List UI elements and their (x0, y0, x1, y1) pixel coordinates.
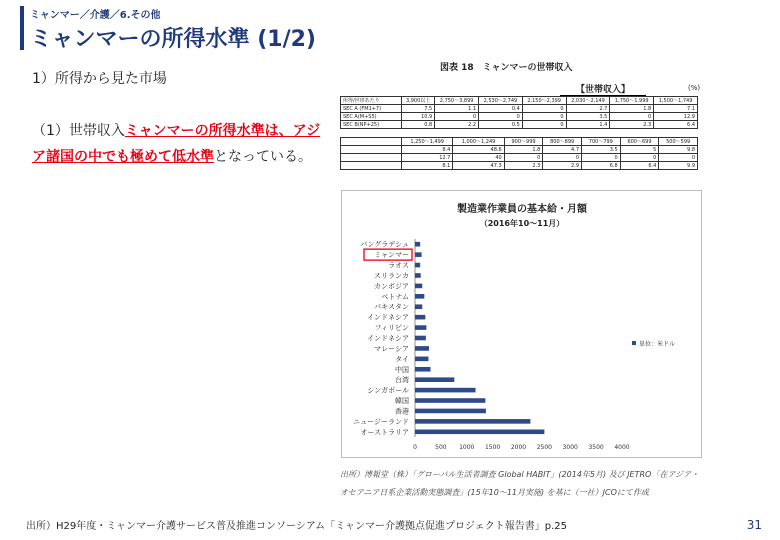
income-cell: 9.8 (659, 146, 698, 154)
bar (415, 315, 425, 320)
bar (415, 377, 454, 382)
category-label: シンガポール (367, 386, 409, 395)
income-cell: 8.4 (402, 146, 453, 154)
income-cell: 0 (522, 121, 566, 129)
figure-caption: 図表 18 ミャンマーの世帯収入 (440, 63, 573, 73)
income-header-cell: 800～899 (543, 138, 582, 146)
income-cell: 2.3 (504, 162, 543, 170)
income-header-cell: 3,900以上 (402, 97, 435, 105)
income-cell: 0 (522, 113, 566, 121)
income-header-cell: 1,000～1,249 (453, 138, 504, 146)
category-label: スリランカ (374, 271, 409, 280)
income-cell: 4.7 (543, 146, 582, 154)
figure-source-note: 出所）博報堂（株）「グローバル生活者調査 Global HABIT」(2014年5月) 及び JETRO「在アジア・オセアニア日系企業活動実態調査」(15年10～11月実施) を基に（一社）JCOにて作成 (340, 470, 700, 497)
income-row (341, 113, 698, 121)
page-title: ミャンマーの所得水準 (1/2) (30, 27, 316, 52)
income-cell: 10.9 (402, 113, 435, 121)
x-tick-label: 1500 (484, 444, 501, 451)
income-cell: 3.5 (582, 146, 621, 154)
income-cell: 0 (582, 154, 621, 162)
income-header-cell: 600～699 (620, 138, 659, 146)
category-label: マレーシア (374, 344, 409, 353)
income-cell: 0 (610, 113, 654, 121)
income-cell: 8.1 (402, 162, 453, 170)
income-row (341, 162, 698, 170)
income-header-cell: 700～799 (582, 138, 621, 146)
category-label: オーストラリア (360, 428, 409, 437)
income-row (341, 105, 698, 113)
income-cell: 0 (435, 113, 479, 121)
income-header-cell: 500～599 (659, 138, 698, 146)
x-tick-label: 4000 (614, 444, 630, 451)
category-label: ミャンマー (374, 251, 409, 260)
bar (415, 336, 426, 341)
x-tick-label: 2000 (510, 444, 527, 451)
x-tick-label: 3500 (588, 444, 604, 451)
income-cell: 0 (543, 154, 582, 162)
income-cell: SEC A(M+S5) (341, 113, 402, 121)
bar (415, 294, 424, 299)
income-header-cell: 2,150～2,399 (522, 97, 566, 105)
category-label: ラオス (388, 261, 409, 270)
income-header-cell: 所得/世帯あたり (341, 97, 402, 105)
bar (415, 409, 486, 414)
category-label: カンボジア (374, 282, 409, 291)
bar (415, 419, 530, 424)
income-table-unit: (%) (688, 84, 701, 92)
x-tick-label: 1000 (459, 444, 475, 451)
x-tick-label: 0 (413, 444, 417, 451)
bar (415, 357, 428, 362)
legend-swatch (632, 341, 636, 345)
income-cell: 9.9 (659, 162, 698, 170)
bar (415, 398, 485, 403)
bar (415, 367, 431, 372)
category-label: 韓国 (395, 397, 409, 406)
income-cell: 7.5 (402, 105, 435, 113)
para-prefix: （1）世帯収入 (32, 123, 125, 139)
income-header-cell: 900～999 (504, 138, 543, 146)
income-cell: 1.1 (435, 105, 479, 113)
income-row (341, 121, 698, 129)
income-cell: 0.5 (479, 121, 523, 129)
income-cell: 12.9 (654, 113, 698, 121)
income-cell: 0 (504, 154, 543, 162)
income-header-cell: 2,750～3,899 (435, 97, 479, 105)
bar (415, 284, 422, 289)
income-header-cell (341, 138, 402, 146)
income-table-title: 【世帯収入】 (560, 82, 646, 96)
category-label: ベトナム (381, 292, 409, 301)
income-cell: 2.9 (543, 162, 582, 170)
category-label: 中国 (395, 365, 409, 374)
income-cell (341, 162, 402, 170)
income-header-row (341, 138, 698, 146)
income-cell: 6.8 (582, 162, 621, 170)
income-cell: 12.7 (402, 154, 453, 162)
category-label: バングラデシュ (360, 240, 409, 249)
income-table-2 (340, 137, 698, 170)
bar (415, 304, 422, 309)
category-label: タイ (395, 355, 409, 364)
title-accent-bar (20, 6, 24, 50)
income-header-cell: 1,750～1,999 (610, 97, 654, 105)
income-cell: 0.8 (402, 121, 435, 129)
bar (415, 325, 426, 330)
income-cell: 2.2 (435, 121, 479, 129)
income-cell: 47.3 (453, 162, 504, 170)
chart-subtitle: （2016年10～11月） (479, 219, 565, 228)
bar (415, 388, 476, 393)
bar (415, 252, 422, 257)
income-cell: SEC B(NP+25) (341, 121, 402, 129)
income-cell: 1.8 (610, 105, 654, 113)
bar (415, 346, 429, 351)
x-tick-label: 500 (435, 444, 447, 451)
income-cell: 0.4 (479, 105, 523, 113)
wage-chart-svg (342, 191, 701, 457)
category-label: 台湾 (395, 376, 409, 385)
income-cell: 0 (659, 154, 698, 162)
category-label: フィリピン (374, 324, 409, 333)
section-heading: 1）所得から見た市場 (32, 71, 167, 87)
income-header-row (341, 97, 698, 105)
wage-chart (341, 190, 702, 458)
chart-title: 製造業作業員の基本給・月額 (457, 204, 587, 215)
category-label: ニュージーランド (353, 417, 409, 426)
income-cell: 5 (620, 146, 659, 154)
income-cell: 6.4 (620, 162, 659, 170)
income-cell: 6.4 (654, 121, 698, 129)
category-label: インドネシア (367, 334, 409, 343)
body-paragraph (32, 118, 322, 170)
income-header-cell: 2,030～2,149 (566, 97, 610, 105)
income-header-cell: 1,250～1,499 (402, 138, 453, 146)
breadcrumb: ミャンマー／介護／6.その他 (30, 10, 161, 21)
category-label: インドネシア (367, 313, 409, 322)
bar (415, 273, 421, 278)
income-row (341, 154, 698, 162)
income-cell (341, 154, 402, 162)
page-number: 31 (746, 518, 762, 532)
income-cell: 7.1 (654, 105, 698, 113)
income-cell: 0 (620, 154, 659, 162)
income-cell: 0 (479, 113, 523, 121)
category-label: パキスタン (374, 303, 409, 312)
income-cell: 40 (453, 154, 504, 162)
income-cell: 3.5 (566, 113, 610, 121)
income-header-cell: 1,500～1,749 (654, 97, 698, 105)
category-label: 香港 (395, 407, 409, 416)
income-cell: 48.6 (453, 146, 504, 154)
bar (415, 429, 544, 434)
income-cell: 0 (522, 105, 566, 113)
income-cell: 2.7 (566, 105, 610, 113)
bar (415, 242, 420, 247)
income-cell: 2.3 (610, 121, 654, 129)
footer-source: 出所）H29年度・ミャンマー介護サービス普及推進コンソーシアム「ミャンマー介護拠点促進プロジェクト報告書」p.25 (26, 521, 567, 532)
bar (415, 263, 420, 268)
legend-label: 単位：米ドル (639, 341, 676, 348)
x-tick-label: 3000 (562, 444, 578, 451)
income-cell: 1.8 (504, 146, 543, 154)
income-header-cell: 2,530～2,749 (479, 97, 523, 105)
para-suffix: となっている。 (214, 149, 312, 165)
x-tick-label: 2500 (536, 444, 553, 451)
income-table-1 (340, 96, 698, 129)
para-highlight: ミャンマーの所得水準は、アジア諸国の中でも極めて低水準 (32, 123, 321, 165)
income-cell: SEC A (FM1+7) (341, 105, 402, 113)
income-cell (341, 146, 402, 154)
income-row (341, 146, 698, 154)
income-cell: 1.4 (566, 121, 610, 129)
